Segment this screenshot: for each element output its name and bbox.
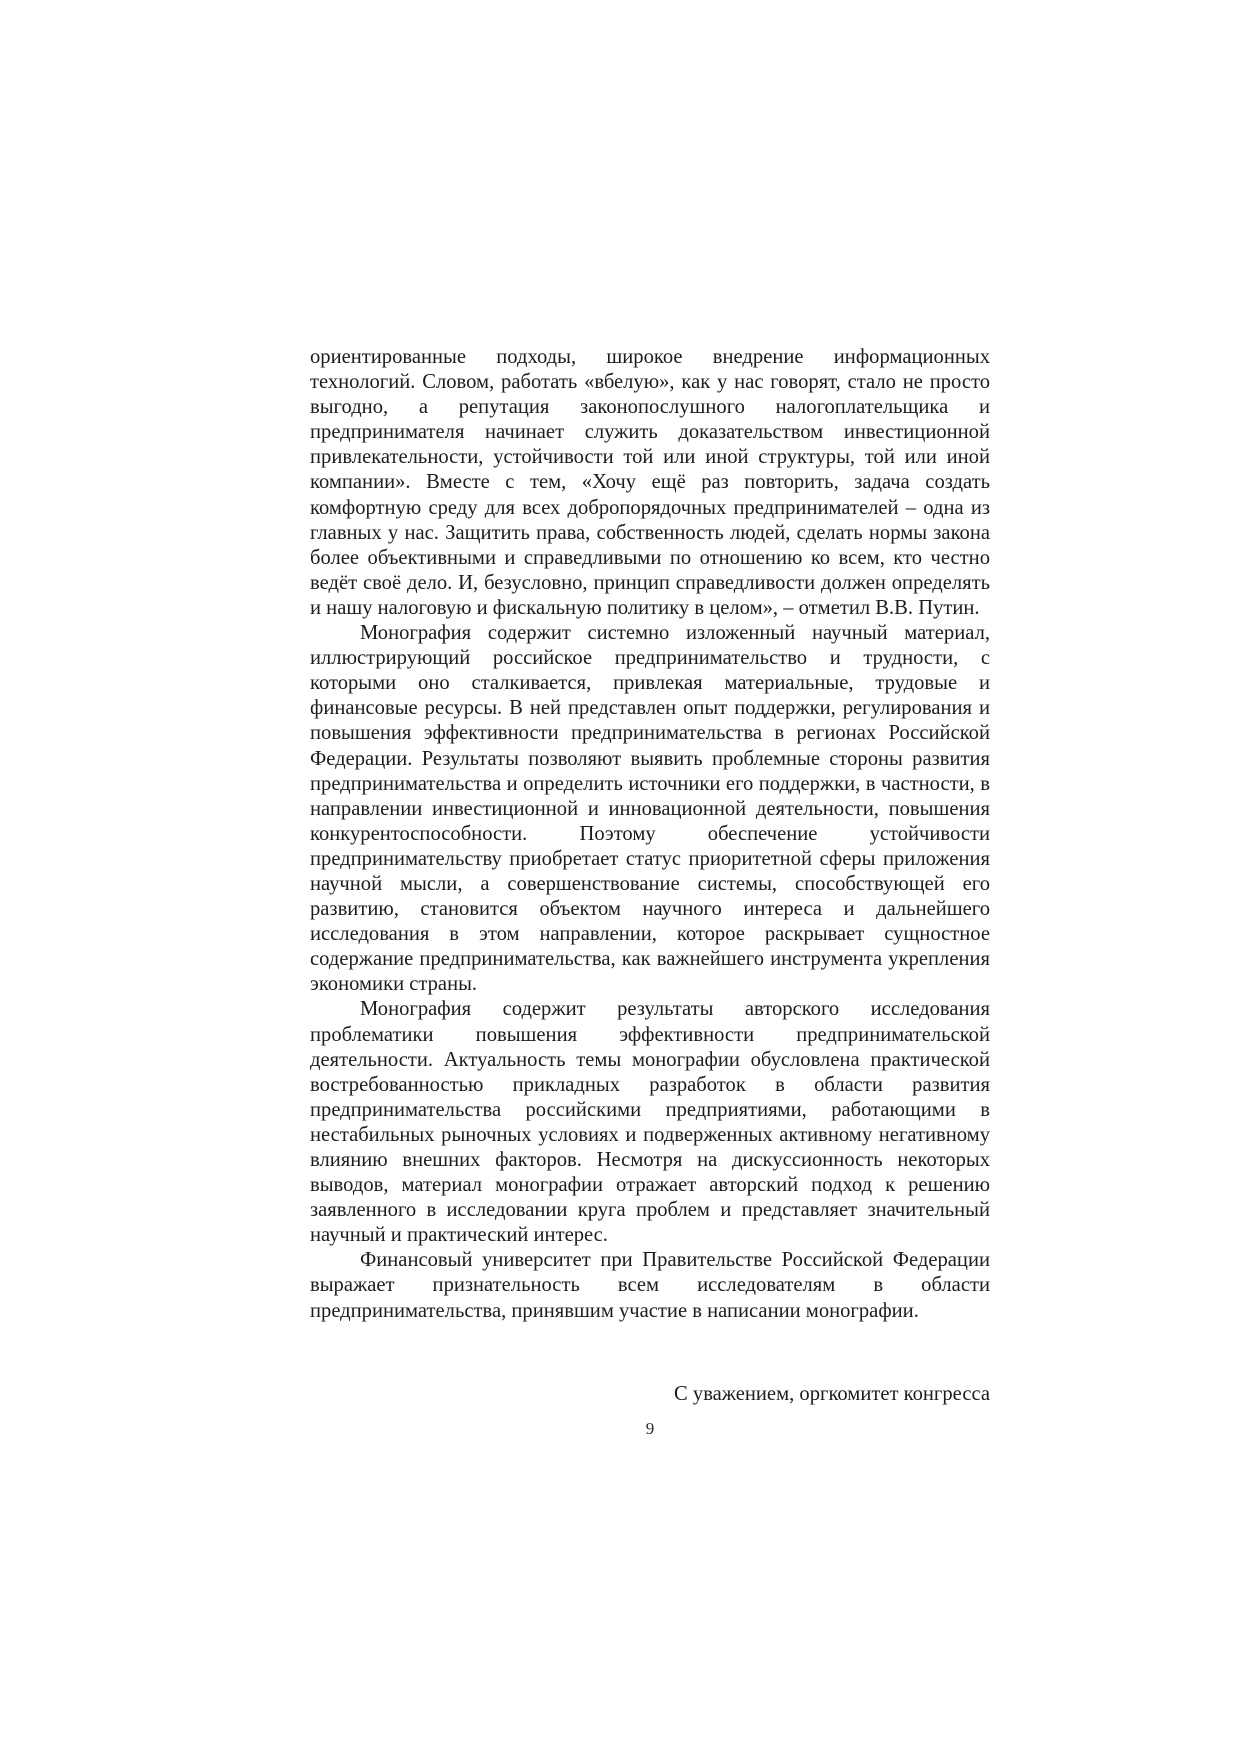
page-number: 9 xyxy=(645,1419,655,1438)
paragraph-monograph-overview: Монография содержит системно изложенный научный материал, иллюстрирующий российское предпринимательство и трудности, с которыми оно сталкивается, привлекая материальные, трудовые и финансовые ресурсы. В ней представлен опыт поддержки, регулирования и повышения эффективности предпринимательства в регионах Российской Федерации. Результаты позволяют выявить проблемные стороны развития предпринимательства и определить источники его поддержки, в частности, в направлении инвестиционной и инновационной деятельности, повышения конкурентоспособности. Поэтому обеспечение устойчивости предпринимательству приобретает статус приоритетной сферы приложения научной мысли, а совершенствование системы, способствующей его развитию, становится объектом научного интереса и дальнейшего исследования в этом направлении, которое раскрывает сущностное содержание предпринимательства, как важнейшего инструмента укрепления экономики страны. xyxy=(310,622,990,996)
paragraph-acknowledgement: Финансовый университет при Правительстве Российской Федерации выражает признательность всем исследователям в области предпринимательства, принявшим участие в написании монографии. xyxy=(310,1249,990,1322)
closing-signature: С уважением, оргкомитет конгресса xyxy=(674,1383,990,1405)
paragraph-quote-continuation: ориентированные подходы, широкое внедрение информационных технологий. Словом, работать «вбелую», как у нас говорят, стало не просто выгодно, а репутация законопослушного налогоплательщика и предпринимателя начинает служить доказательством инвестиционной привлекательности, устойчивости той или иной структуры, той или иной компании». Вместе с тем, «Хочу ещё раз повторить, задача создать комфортную среду для всех добропорядочных предпринимателей – одна из главных у нас. Защитить права, собственность людей, сделать нормы закона более объективными и справедливыми по отношению ко всем, кто честно ведёт своё дело. И, безусловно, принцип справедливости должен определять и нашу налоговую и фискальную политику в целом», – отметил В.В. Путин. xyxy=(310,346,990,619)
paragraph-monograph-results: Монография содержит результаты авторского исследования проблематики повышения эффективности предпринимательской деятельности. Актуальность темы монографии обусловлена практической востребованностью прикладных разработок в области развития предпринимательства российскими предприятиями, работающими в нестабильных рыночных условиях и подверженных активному негативному влиянию внешних факторов. Несмотря на дискуссионность некоторых выводов, материал монографии отражает авторский подход к решению заявленного в исследовании круга проблем и представляет значительный научный и практический интерес. xyxy=(310,998,990,1247)
body-text xyxy=(310,345,990,1324)
